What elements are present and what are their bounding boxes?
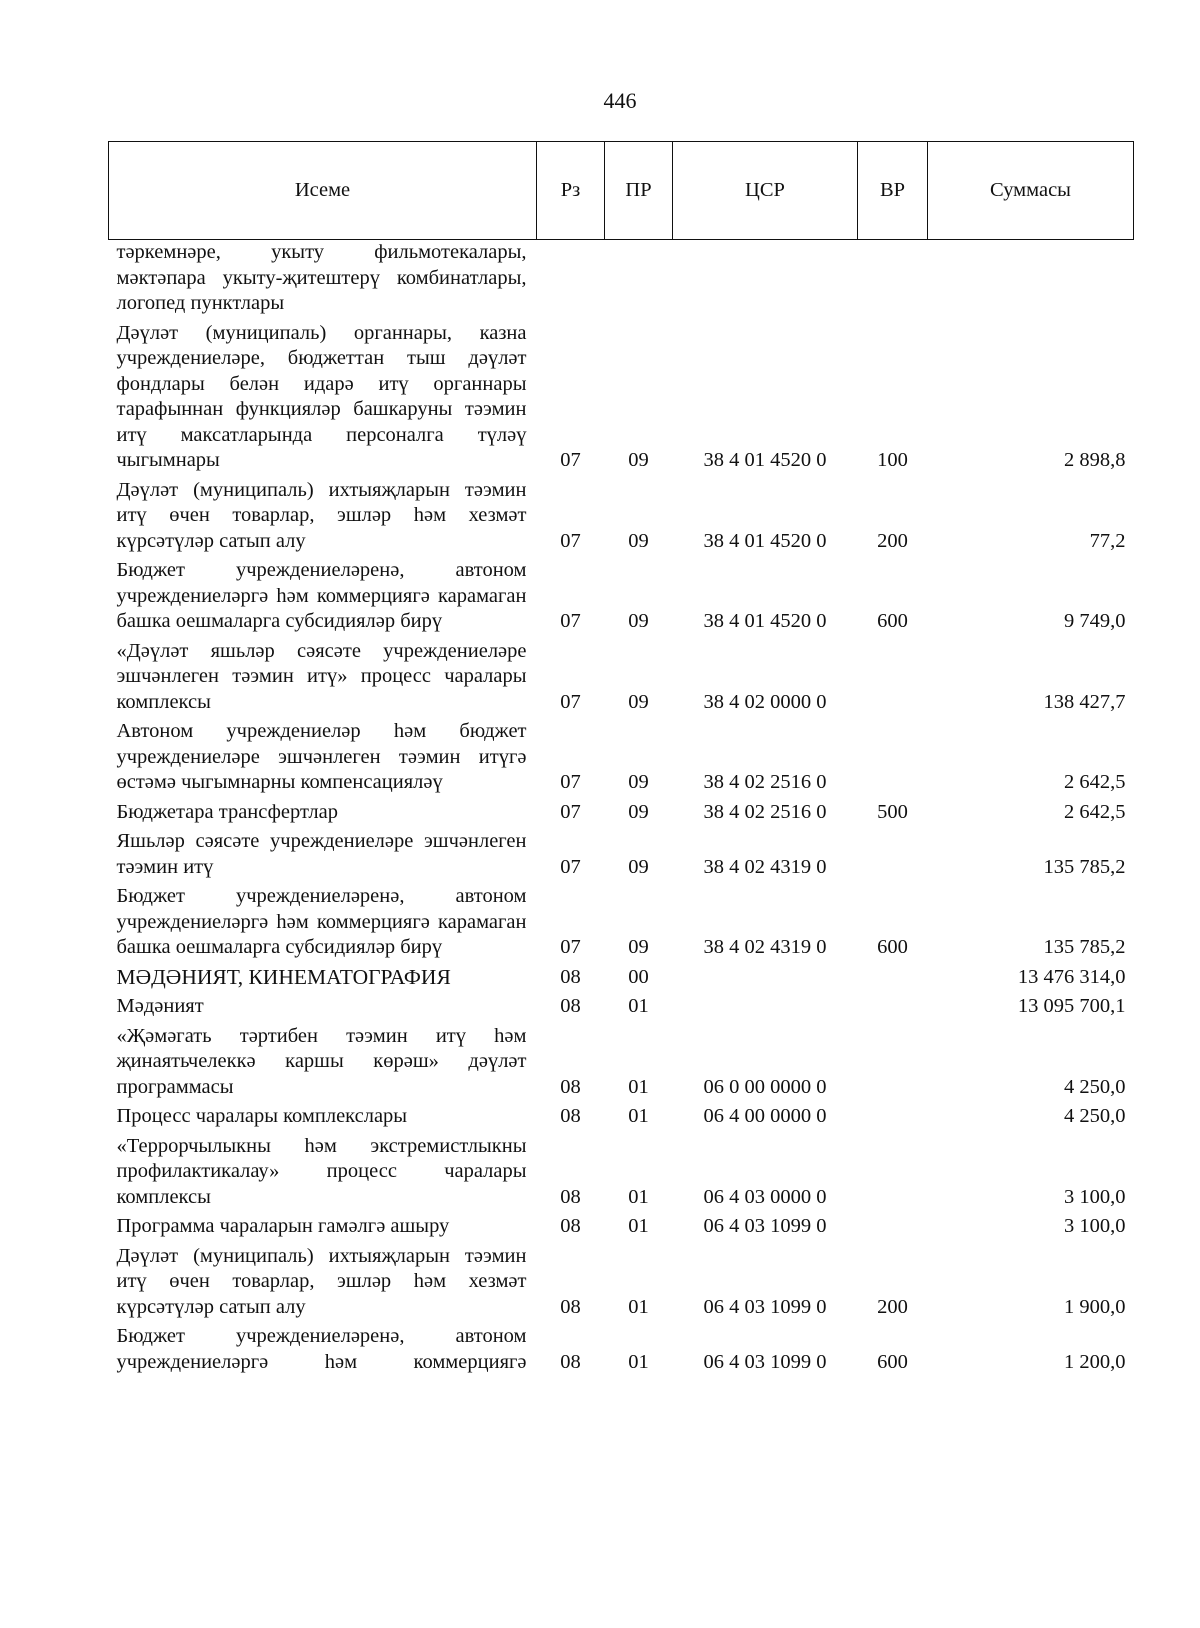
table-row (109, 476, 1134, 557)
cell-vr (858, 717, 928, 798)
cell-pr: 09 (628, 449, 649, 471)
cell-sum: 2 642,5 (1064, 800, 1126, 823)
cell-csr: 38 4 01 4520 0 (703, 529, 827, 552)
cell-vr (858, 1022, 928, 1103)
cell-sum: 138 427,7 (1043, 690, 1126, 713)
cell-pr: 09 (628, 690, 649, 713)
cell-rz: 07 (560, 690, 581, 713)
table-row (109, 1212, 1134, 1242)
cell-rz: 07 (560, 529, 581, 552)
cell-rz: 08 (560, 995, 581, 1017)
cell-csr: 06 4 03 1099 0 (703, 1215, 827, 1237)
cell-vr: 500 (877, 800, 908, 823)
cell-sum: 77,2 (1089, 529, 1126, 552)
cell-vr: 100 (877, 449, 908, 471)
cell-sum: 2 642,5 (1064, 771, 1126, 793)
table-row (109, 882, 1134, 963)
cell-vr (858, 827, 928, 882)
cell-rz: 08 (560, 1075, 581, 1098)
cell-rz: 08 (560, 1215, 581, 1237)
header-sum: Суммасы (928, 142, 1134, 240)
cell-sum: 3 100,0 (1064, 1185, 1126, 1208)
cell-vr (858, 963, 928, 993)
table-row (109, 798, 1134, 828)
cell-rz: 07 (560, 449, 581, 471)
cell-csr: 38 4 01 4520 0 (703, 449, 827, 471)
cell-name: Бюджетара трансфертлар (116, 800, 339, 823)
cell-sum: 135 785,2 (1043, 936, 1126, 958)
table-row (109, 992, 1134, 1022)
cell-vr: 600 (877, 1350, 908, 1373)
cell-csr: 06 4 03 1099 0 (703, 1295, 827, 1318)
cell-sum: 3 100,0 (1064, 1215, 1126, 1237)
cell-sum: 2 898,8 (1064, 449, 1126, 471)
table-row (109, 240, 1134, 319)
table-row (109, 827, 1134, 882)
cell-rz: 08 (560, 965, 581, 988)
table-row (109, 556, 1134, 637)
cell-name: Автоном учреждениеләр һәм бюджет учреждениеләре эшчәнлеген тәэмин итүгә өстәмә чыгымнарны компенсацияләү (116, 720, 527, 793)
cell-vr (858, 637, 928, 718)
cell-pr: 01 (628, 995, 649, 1017)
table-row (109, 1102, 1134, 1132)
cell-csr: 38 4 02 4319 0 (703, 936, 827, 958)
cell-pr: 01 (628, 1350, 649, 1373)
cell-csr: 38 4 02 4319 0 (703, 855, 827, 878)
table-row (109, 1132, 1134, 1213)
cell-rz: 07 (560, 771, 581, 793)
cell-name: Яшьләр сәясәте учреждениеләре эшчәнлеген тәэмин итү (116, 830, 527, 878)
cell-sum: 13 095 700,1 (1017, 995, 1126, 1017)
cell-rz: 08 (560, 1350, 581, 1373)
cell-pr: 09 (628, 800, 649, 823)
cell-pr: 09 (628, 529, 649, 552)
cell-vr (858, 240, 928, 319)
cell-sum: 1 900,0 (1064, 1295, 1126, 1318)
cell-name: Программа чараларын гамәлгә ашыру (116, 1215, 450, 1237)
cell-csr (673, 240, 858, 319)
cell-csr (673, 992, 858, 1022)
page-number: 446 (603, 88, 637, 113)
cell-name: Дәүләт (муниципаль) ихтыяҗларын тәэмин итү өчен товарлар, эшләр һәм хезмәт күрсәтүләр сатып алу (116, 478, 527, 552)
cell-pr: 09 (628, 771, 649, 793)
cell-rz (537, 240, 605, 319)
cell-rz: 07 (560, 936, 581, 958)
cell-name: Дәүләт (муниципаль) органнары, казна учреждениеләре, бюджеттан тыш дәүләт фондлары белән идарә итү органнары тарафыннан функцияләр башкаруны тәэмин итү максатларында персоналга түләү чыгымнары (116, 321, 527, 471)
cell-name: Бюджет учреждениеләренә, автоном учреждениеләргә һәм коммерциягә (116, 1325, 527, 1373)
cell-pr: 09 (628, 855, 649, 878)
cell-csr: 38 4 02 0000 0 (703, 690, 827, 713)
cell-csr: 38 4 02 2516 0 (703, 771, 827, 793)
cell-sum: 13 476 314,0 (1017, 965, 1126, 988)
cell-vr (858, 1212, 928, 1242)
cell-csr: 06 4 03 1099 0 (703, 1350, 827, 1373)
cell-pr: 01 (628, 1295, 649, 1318)
cell-csr: 38 4 01 4520 0 (703, 610, 827, 632)
header-vr: ВР (858, 142, 928, 240)
cell-rz: 07 (560, 610, 581, 632)
cell-pr: 01 (628, 1215, 649, 1237)
header-csr: ЦСР (673, 142, 858, 240)
table-row (109, 1022, 1134, 1103)
cell-vr: 600 (877, 610, 908, 632)
cell-vr (858, 992, 928, 1022)
table-row (109, 963, 1134, 993)
cell-vr: 200 (877, 1295, 908, 1318)
cell-sum: 4 250,0 (1064, 1105, 1126, 1127)
cell-name: «Террорчылыкны һәм экстремистлыкны профилактикалау» процесс чаралары комплексы (116, 1134, 527, 1208)
table-body (109, 240, 1134, 1378)
cell-name: Дәүләт (муниципаль) ихтыяҗларын тәэмин итү өчен товарлар, эшләр һәм хезмәт күрсәтүләр сатып алу (116, 1244, 527, 1318)
cell-csr: 38 4 02 2516 0 (703, 800, 827, 823)
header-row (109, 142, 1134, 240)
cell-csr (673, 963, 858, 993)
cell-sum: 1 200,0 (1064, 1350, 1126, 1373)
table-row (109, 637, 1134, 718)
cell-csr: 06 0 00 0000 0 (703, 1075, 827, 1098)
cell-pr: 01 (628, 1075, 649, 1098)
cell-pr: 09 (628, 610, 649, 632)
cell-sum: 9 749,0 (1064, 610, 1126, 632)
cell-vr: 200 (877, 529, 908, 552)
cell-name: тәркемнәре, укыту фильмотекалары, мәктәпара укыту-җитештерү комбинатлары, логопед пунктлары (116, 241, 527, 314)
cell-csr: 06 4 00 0000 0 (703, 1105, 827, 1127)
table-row (109, 717, 1134, 798)
cell-vr: 600 (877, 936, 908, 958)
cell-pr: 01 (628, 1105, 649, 1127)
cell-name: Бюджет учреждениеләренә, автоном учреждениеләргә һәм коммерциягә карамаган башка оешмаларга субсидияләр бирү (116, 559, 527, 632)
cell-name: «Дәүләт яшьләр сәясәте учреждениеләре эшчәнлеген тәэмин итү» процесс чаралары комплексы (116, 639, 527, 713)
cell-rz: 07 (560, 855, 581, 878)
header-pr: ПР (605, 142, 673, 240)
cell-rz: 08 (560, 1105, 581, 1127)
cell-pr (605, 240, 673, 319)
budget-table (108, 141, 1134, 1377)
cell-name: МӘДӘНИЯТ, КИНЕМАТОГРАФИЯ (116, 964, 451, 989)
cell-vr (858, 1102, 928, 1132)
cell-pr: 01 (628, 1185, 649, 1208)
cell-vr (858, 1132, 928, 1213)
cell-sum (928, 240, 1134, 319)
cell-name: Мәдәният (116, 995, 204, 1017)
cell-rz: 08 (560, 1185, 581, 1208)
cell-rz: 07 (560, 800, 581, 823)
cell-name: Бюджет учреждениеләренә, автоном учреждениеләргә һәм коммерциягә карамаган башка оешмаларга субсидияләр бирү (116, 885, 527, 958)
table-row (109, 1322, 1134, 1377)
cell-pr: 09 (628, 936, 649, 958)
header-name: Исеме (109, 142, 537, 240)
cell-pr: 00 (628, 965, 649, 988)
cell-csr: 06 4 03 0000 0 (703, 1185, 827, 1208)
cell-name: Процесс чаралары комплекслары (116, 1105, 408, 1127)
cell-name: «Җәмәгать тәртибен тәэмин итү һәм җинаятьчелеккә каршы көрәш» дәүләт программасы (116, 1024, 527, 1098)
cell-sum: 4 250,0 (1064, 1075, 1126, 1098)
table-header (109, 142, 1134, 240)
cell-sum: 135 785,2 (1043, 855, 1126, 878)
table-row (109, 319, 1134, 476)
table-row (109, 1242, 1134, 1323)
cell-rz: 08 (560, 1295, 581, 1318)
header-rz: Рз (537, 142, 605, 240)
